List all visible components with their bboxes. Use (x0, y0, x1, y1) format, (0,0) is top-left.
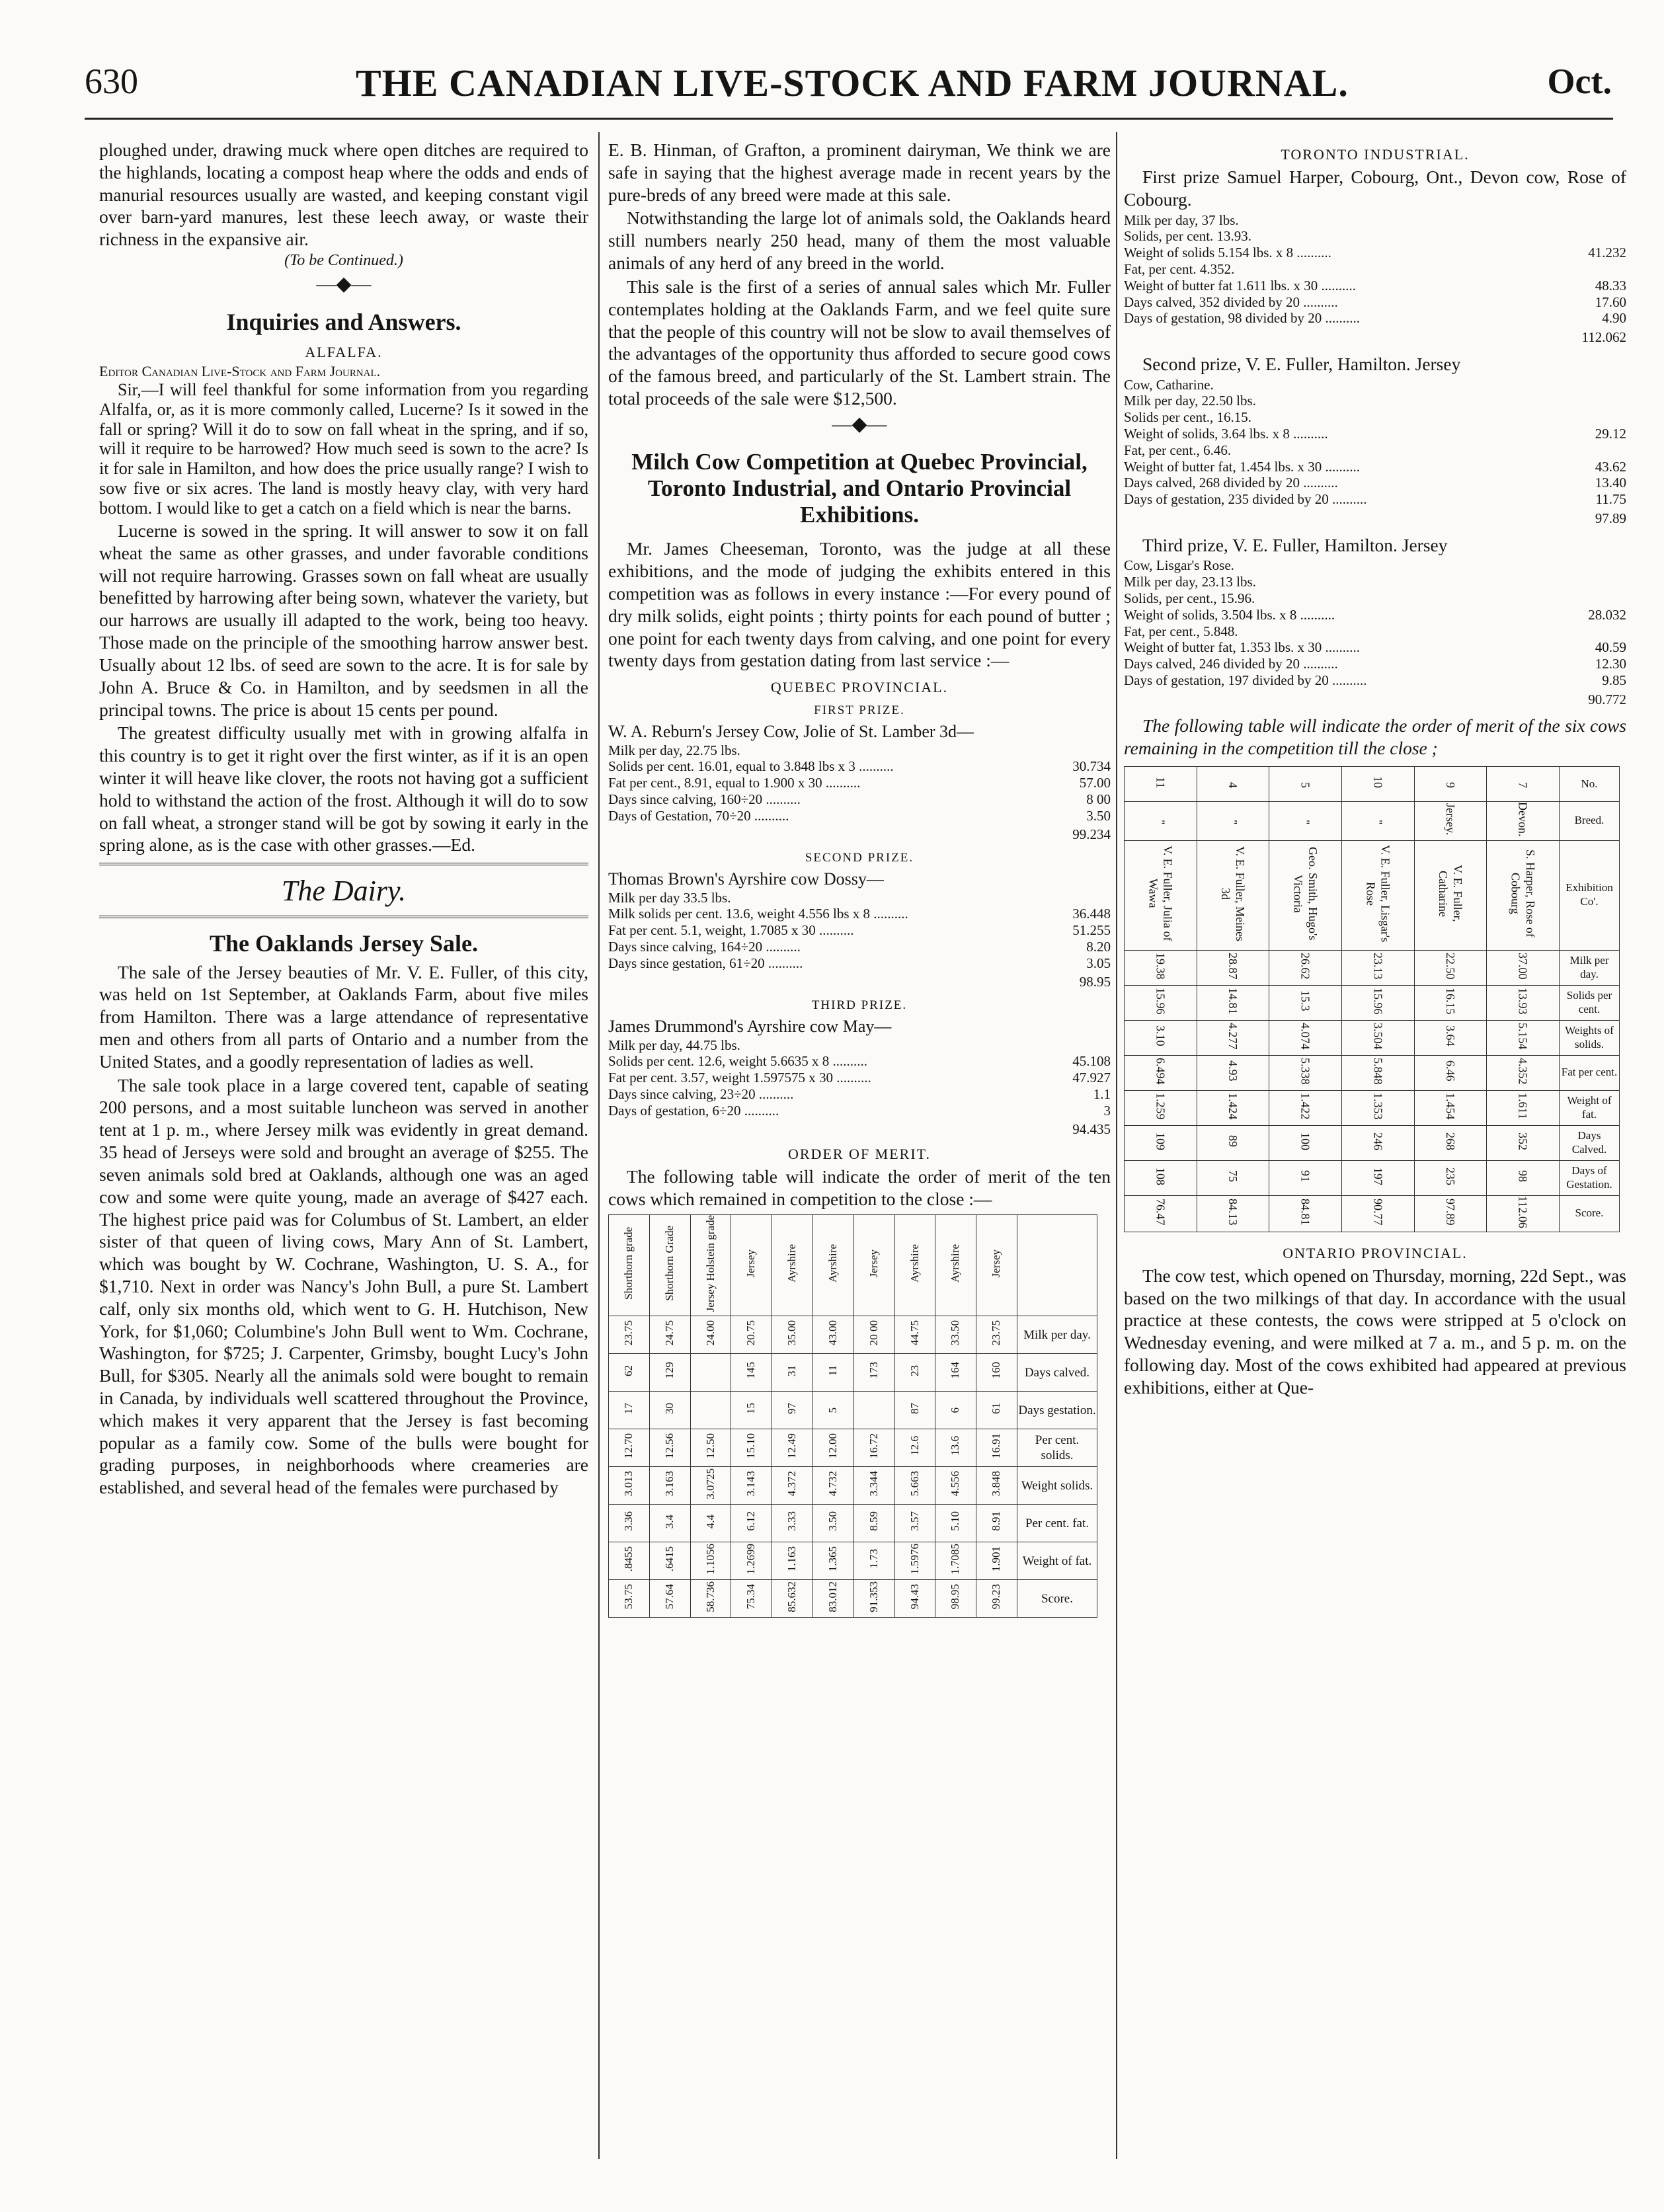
table-cell: 352 (1487, 1125, 1560, 1160)
divider (99, 916, 588, 918)
calc-line: Days calved, 352 divided by 20 .......... 17.60 (1124, 294, 1626, 310)
table-cell: 75 (1197, 1160, 1269, 1195)
calc-line: Days of Gestation, 70÷20 .......... 3.50 (608, 807, 1111, 824)
table-cell: 11 (812, 1354, 853, 1392)
table-cell: 1.1056 (690, 1542, 731, 1580)
column-header: Breed. (1560, 802, 1620, 841)
table-cell: 8.91 (976, 1505, 1017, 1542)
table-cell: 108 (1125, 1160, 1197, 1195)
table-cell: " (1269, 802, 1342, 841)
continued-note: (To be Continued.) (284, 252, 403, 270)
table-cell: 17 (609, 1392, 650, 1429)
table-cell: 5.338 (1269, 1055, 1342, 1090)
table-cell: 94.43 (894, 1580, 935, 1618)
calc-line: Milk per day, 44.75 lbs. (608, 1037, 740, 1053)
column-1 (99, 139, 588, 2166)
table-row (609, 1467, 1097, 1505)
article-paragraph: Notwithstanding the large lot of animals sold, the Oaklands heard still numbers nearly 250 head, many of them the most valuable animals of any herd of any breed in the world. (608, 208, 1111, 274)
table-cell: 3.36 (609, 1505, 650, 1542)
table-cell: 91 (1269, 1160, 1342, 1195)
table-row (1125, 840, 1620, 950)
table-cell: 23.13 (1341, 950, 1414, 985)
table-cell: 1.5976 (894, 1542, 935, 1580)
table-cell: 76.47 (1125, 1195, 1197, 1232)
table-cell: 3.504 (1341, 1020, 1414, 1055)
table-cell: 173 (853, 1354, 894, 1392)
table-cell: .6415 (649, 1542, 690, 1580)
score-calculation (1124, 557, 1626, 688)
column-3 (1124, 139, 1626, 2166)
column-header: Milk per day. (1560, 950, 1620, 985)
table-row (609, 1354, 1097, 1392)
table-cell: 3.163 (649, 1467, 690, 1505)
calc-line: Weight of solids 5.154 lbs. x 8 .......... 41.232 (1124, 245, 1626, 261)
column-divider (598, 132, 600, 2159)
table-cell: 97.89 (1414, 1195, 1487, 1232)
table-cell: S. Harper, Rose of Cobourg (1487, 840, 1560, 950)
table-cell: 12.6 (894, 1429, 935, 1467)
table-row (1125, 767, 1620, 802)
table-cell: 26.62 (1269, 950, 1342, 985)
column-divider (1116, 132, 1117, 2159)
table-cell: 15.10 (731, 1429, 772, 1467)
order-of-merit-table (608, 1214, 1097, 1618)
table-cell: 268 (1414, 1125, 1487, 1160)
table-cell: 16.72 (853, 1429, 894, 1467)
table-cell: " (1341, 802, 1414, 841)
ornament: —◆— (832, 413, 887, 435)
breed-cell: Ayrshire (772, 1214, 813, 1316)
ornament: —◆— (316, 272, 372, 295)
calc-line: Fat, per cent., 5.848. (1124, 623, 1238, 639)
calc-line: Milk per day, 22.75 lbs. (608, 742, 740, 758)
score-total: 99.234 (1072, 826, 1111, 843)
table-cell: 3.50 (812, 1505, 853, 1542)
table-cell (853, 1392, 894, 1429)
table-row (609, 1580, 1097, 1618)
table-cell: 109 (1125, 1125, 1197, 1160)
sub-heading: QUEBEC PROVINCIAL. (770, 679, 949, 696)
table-row (1125, 1090, 1620, 1125)
table-cell (690, 1392, 731, 1429)
table-cell: 3.33 (772, 1505, 813, 1542)
table-cell: 91.353 (853, 1580, 894, 1618)
row-label: Days calved. (1017, 1354, 1097, 1392)
column-header: Solids per cent. (1560, 985, 1620, 1020)
calc-line: Solids, per cent., 15.96. (1124, 590, 1255, 606)
table-cell: V. E. Fuller, Lisgar's Rose (1341, 840, 1414, 950)
table-cell: 61 (976, 1392, 1017, 1429)
table-cell: 197 (1341, 1160, 1414, 1195)
calc-line: Fat per cent. 5.1, weight, 1.7085 x 30 .......... 51.255 (608, 922, 1111, 939)
table-row (1125, 1020, 1620, 1055)
prize-heading: SECOND PRIZE. (805, 851, 914, 865)
row-label: Score. (1017, 1580, 1097, 1618)
table-cell: 19.38 (1125, 950, 1197, 985)
table-cell: 15.3 (1269, 985, 1342, 1020)
table-cell: 24.00 (690, 1316, 731, 1354)
table-cell: 30 (649, 1392, 690, 1429)
table-cell: 160 (976, 1354, 1017, 1392)
calc-line: Cow, Lisgar's Rose. (1124, 557, 1234, 574)
table-cell: 4.732 (812, 1467, 853, 1505)
table-cell: 62 (609, 1354, 650, 1392)
table-cell: 1.901 (976, 1542, 1017, 1580)
table-cell: .8455 (609, 1542, 650, 1580)
table-row (1125, 1160, 1620, 1195)
table-cell: 3.013 (609, 1467, 650, 1505)
table-cell: 28.87 (1197, 950, 1269, 985)
prize-line: First prize Samuel Harper, Cobourg, Ont., Devon cow, Rose of Cobourg. (1124, 167, 1626, 210)
table-cell: 12.49 (772, 1429, 813, 1467)
table-cell: 6.12 (731, 1505, 772, 1542)
table-cell: 4.352 (1487, 1055, 1560, 1090)
score-total: 112.062 (1581, 329, 1626, 346)
calc-line: Solids per cent. 16.01, equal to 3.848 lbs x 3 .......... 30.734 (608, 758, 1111, 775)
row-label: Milk per day. (1017, 1316, 1097, 1354)
score-total: 90.772 (1588, 691, 1626, 707)
table-cell: 4.4 (690, 1505, 731, 1542)
table-cell: 164 (935, 1354, 976, 1392)
table-cell: 5 (1269, 767, 1342, 802)
table-cell: 5.154 (1487, 1020, 1560, 1055)
table-row (609, 1392, 1097, 1429)
answer-paragraph: Lucerne is sowed in the spring. It will answer to sow it on fall wheat the same as other grasses, and under favorable conditions will not require harrowing. Grasses sown on fall wheat are usually benefitted by harrowing after being sown, whatever the variety, but our harrows are usually ill adapted to the work, being too heavy. Those made on the principle of the smoothing harrow answer best. Usually about 12 lbs. of seed are sown to the acre. It is for sale by John A. Bruce & Co. in Hamilton, and by seedsmen in all the principal towns. The price is about 15 cents per pound. (99, 520, 588, 720)
calc-line: Solids per cent. 12.6, weight 5.6635 x 8 .......... 45.108 (608, 1053, 1111, 1070)
table-cell: 1.454 (1414, 1090, 1487, 1125)
table-cell: 4.074 (1269, 1020, 1342, 1055)
table-cell: 90.77 (1341, 1195, 1414, 1232)
table-row (1125, 1195, 1620, 1232)
table-row (609, 1316, 1097, 1354)
breed-cell: Shorthorn Grade (649, 1214, 690, 1316)
calc-line: Fat per cent., 8.91, equal to 1.900 x 30 .......... 57.00 (608, 775, 1111, 791)
table-cell: 6.494 (1125, 1055, 1197, 1090)
table-cell: 31 (772, 1354, 813, 1392)
table-cell: 83.012 (812, 1580, 853, 1618)
column-header: Weights of solids. (1560, 1020, 1620, 1055)
calc-line: Days of gestation, 98 divided by 20 .......... 4.90 (1124, 310, 1626, 327)
table-cell: 14.81 (1197, 985, 1269, 1020)
calc-line: Milk solids per cent. 13.6, weight 4.556 lbs x 8 .......... 36.448 (608, 906, 1111, 922)
table-row (1125, 1125, 1620, 1160)
column-header: Score. (1560, 1195, 1620, 1232)
table-cell: 75.34 (731, 1580, 772, 1618)
table-cell: 84.81 (1269, 1195, 1342, 1232)
article-paragraph: The sale of the Jersey beauties of Mr. V. E. Fuller, of this city, was held on 1st September, at Oaklands Farm, about five miles from Hamilton. There was a large attendance of representative men and others from all parts of Ontario and a number from the United States, and a goodly representation of ladies as well. (99, 961, 588, 1072)
table-cell: 98.95 (935, 1580, 976, 1618)
calc-line: Weight of butter fat 1.611 lbs. x 30 .......... 48.33 (1124, 277, 1626, 294)
table-cell: 12.56 (649, 1429, 690, 1467)
table-cell: 87 (894, 1392, 935, 1429)
table-cell: 1.163 (772, 1542, 813, 1580)
table-row (609, 1429, 1097, 1467)
prize-line: Third prize, V. E. Fuller, Hamilton. Jersey (1142, 534, 1448, 555)
table-cell: 23 (894, 1354, 935, 1392)
breed-cell: Ayrshire (935, 1214, 976, 1316)
page-number: 630 (85, 61, 138, 101)
sub-heading: TORONTO INDUSTRIAL. (1281, 146, 1470, 163)
journal-title: THE CANADIAN LIVE-STOCK AND FARM JOURNAL. (356, 61, 1349, 104)
table-cell: 1.365 (812, 1542, 853, 1580)
breed-cell: Ayrshire (894, 1214, 935, 1316)
calc-line: Milk per day, 23.13 lbs. (1124, 574, 1256, 590)
table-cell: 1.259 (1125, 1090, 1197, 1125)
calc-line: Solids per cent., 16.15. (1124, 409, 1252, 426)
header-rule (85, 118, 1613, 120)
table-cell: 3.0725 (690, 1467, 731, 1505)
calc-line: Weight of solids, 3.504 lbs. x 8 .......... 28.032 (1124, 606, 1626, 623)
prize-cow: Thomas Brown's Ayrshire cow Dossy— (608, 869, 884, 889)
table-cell: 9 (1414, 767, 1487, 802)
table-cell: 10 (1341, 767, 1414, 802)
row-label: Weight solids. (1017, 1467, 1097, 1505)
score-total: 94.435 (1072, 1121, 1111, 1138)
table-cell: 16.91 (976, 1429, 1017, 1467)
calc-line: Weight of butter fat, 1.454 lbs. x 30 .......... 43.62 (1124, 458, 1626, 475)
table-cell: 1.73 (853, 1542, 894, 1580)
table-cell: 37.00 (1487, 950, 1560, 985)
table-cell: 246 (1341, 1125, 1414, 1160)
calc-line: Solids, per cent. 13.93. (1124, 228, 1252, 245)
table-cell: 3.143 (731, 1467, 772, 1505)
table-cell: 98 (1487, 1160, 1560, 1195)
table-cell: Jersey. (1414, 802, 1487, 841)
intro-paragraph: ploughed under, drawing muck where open ditches are required to the highlands, locating a compost heap where the odds and ends of manurial resources usually are wasted, and keeping constant vigil over barn-yard manures, lest these leech away, or waste their richness in the expansive air. (99, 139, 588, 250)
table-cell: Devon. (1487, 802, 1560, 841)
table-cell: 5 (812, 1392, 853, 1429)
row-label: Per cent. solids. (1017, 1429, 1097, 1467)
calc-line: Milk per day, 22.50 lbs. (1124, 393, 1256, 409)
table-cell: 12.70 (609, 1429, 650, 1467)
prize-cow: James Drummond's Ayrshire cow May— (608, 1016, 892, 1036)
table-cell: 1.424 (1197, 1090, 1269, 1125)
page-header (85, 61, 1612, 112)
breed-cell: Ayrshire (812, 1214, 853, 1316)
calc-line: Days of gestation, 197 divided by 20 .......... 9.85 (1124, 672, 1626, 688)
table-cell (690, 1354, 731, 1392)
table-cell: 1.611 (1487, 1090, 1560, 1125)
table-cell: 145 (731, 1354, 772, 1392)
table-cell: 8.59 (853, 1505, 894, 1542)
table-cell: 53.75 (609, 1580, 650, 1618)
article-paragraph: The cow test, which opened on Thursday, morning, 22d Sept., was based on the two milkings of that day. In accordance with the usual practice at these contests, the cows were stripped at 5 o'clock on Wednesday evening, and were milked at 7 a. m., and 5 p. m. on the following day. Most of the cows exhibited had appeared at previous exhibitions, either at Que- (1124, 1265, 1626, 1398)
calc-line: Cow, Catharine. (1124, 376, 1214, 393)
table-cell: 57.64 (649, 1580, 690, 1618)
article-paragraph: The sale took place in a large covered tent, capable of seating 200 persons, and a most suitable luncheon was served in another tent at 1 p. m., where Jersey milk was evidently in great demand. 35 head of Jerseys were sold and brought an average of $255. The seven animals sold bred at Oaklands, although one was an aged cow and some were quite young, made an average of $427 each. The highest price paid was for Columbus of St. Lambert, an elder sister of that queen of living cows, Mary Ann of St. Lambert, which was bought by W. Cochrane, Washington, U. S. A., for $1,710. Next in order was Nancy's John Bull, a pure St. Lambert calf, only six months old, which went to G. H. Hutchison, New York, for $1,060; Columbine's John Bull went to Wm. Cochrane, Washington, for $725; J. Carpenter, Grimsby, bought Lucy's John Bull, for $305. Nearly all the animals sold were bought to remain in Canada, by individuals well scattered throughout the Province, which makes it very apparent that the Jersey is fast becoming popular as a family cow. Some of the bulls were bought for grading purposes, in neighborhoods where creameries are established, and several head of the females were purchased by (99, 1074, 588, 1498)
row-label: Per cent. fat. (1017, 1505, 1097, 1542)
table-cell: 43.00 (812, 1316, 853, 1354)
calc-line: Days since gestation, 61÷20 .......... 3.05 (608, 955, 1111, 971)
table-cell: 12.00 (812, 1429, 853, 1467)
calc-line: Days since calving, 164÷20 .......... 8.20 (608, 938, 1111, 955)
table-cell: 84.13 (1197, 1195, 1269, 1232)
prize-cow: W. A. Reburn's Jersey Cow, Jolie of St. Lamber 3d— (608, 721, 974, 741)
table-cell: 23.75 (976, 1316, 1017, 1354)
prize-heading: THIRD PRIZE. (811, 998, 908, 1013)
answer-paragraph: The greatest difficulty usually met with in growing alfalfa in this country is to get it right over the first winter, as if it is an open winter it will heave like clover, the roots not having got a sufficient hold to withstand the action of the frost. Although it will do to sow on fall wheat, a stronger stand will be got by sowing it early in the spring alone, as is the case with other grasses.—Ed. (99, 723, 588, 855)
table-cell: Geo. Smith, Hugo's Victoria (1269, 840, 1342, 950)
table-cell: 99.23 (976, 1580, 1017, 1618)
table-cell: 97 (772, 1392, 813, 1429)
table-cell: 4.372 (772, 1467, 813, 1505)
breed-cell: Shorthorn grade (609, 1214, 650, 1316)
column-header: Exhibition Co'. (1560, 840, 1620, 950)
table-cell: 1.353 (1341, 1090, 1414, 1125)
calc-line: Weight of butter fat, 1.353 lbs. x 30 .......... 40.59 (1124, 639, 1626, 656)
score-calculation (608, 890, 1111, 972)
table-cell: 15 (731, 1392, 772, 1429)
table-cell: 24.75 (649, 1316, 690, 1354)
table-row (1125, 950, 1620, 985)
table-cell: 44.75 (894, 1316, 935, 1354)
calc-line: Days since calving, 23÷20 .......... 1.1 (608, 1086, 1111, 1102)
score-calculation (1124, 377, 1626, 508)
table-cell: 13.6 (935, 1429, 976, 1467)
score-calculation (1124, 212, 1626, 327)
calc-line: Milk per day, 37 lbs. (1124, 212, 1239, 228)
table-cell: 3.64 (1414, 1020, 1487, 1055)
calc-line: Days of gestation, 235 divided by 20 .......... 11.75 (1124, 491, 1626, 508)
table-cell: 5.663 (894, 1467, 935, 1505)
table-cell: " (1125, 802, 1197, 841)
table-cell: " (1197, 802, 1269, 841)
table-cell: 129 (649, 1354, 690, 1392)
breed-cell: Jersey (976, 1214, 1017, 1316)
table-cell: 3.848 (976, 1467, 1017, 1505)
table-cell: 1.422 (1269, 1090, 1342, 1125)
calc-line: Days of gestation, 6÷20 .......... 3 (608, 1102, 1111, 1119)
table-cell: 5.848 (1341, 1055, 1414, 1090)
table-cell: 3.10 (1125, 1020, 1197, 1055)
table-cell: 235 (1414, 1160, 1487, 1195)
table-cell: 20 00 (853, 1316, 894, 1354)
table-cell: 4.93 (1197, 1055, 1269, 1090)
table-cell: 1.7085 (935, 1542, 976, 1580)
table-cell: 7 (1487, 767, 1560, 802)
table-cell: 4.277 (1197, 1020, 1269, 1055)
table-cell: 35.00 (772, 1316, 813, 1354)
table-cell: 85.632 (772, 1580, 813, 1618)
table-cell: V. E. Fuller, Julia of Wawa (1125, 840, 1197, 950)
article-paragraph: The following table will indicate the order of merit of the ten cows which remained in competition to the close :— (608, 1166, 1111, 1210)
calc-line: Fat, per cent. 4.352. (1124, 260, 1235, 277)
table-cell: V. E. Fuller, Meines 3d (1197, 840, 1269, 950)
table-cell: 20.75 (731, 1316, 772, 1354)
breed-cell: Jersey (853, 1214, 894, 1316)
table-cell: 16.15 (1414, 985, 1487, 1020)
table-row (1125, 1055, 1620, 1090)
calc-line: Days calved, 246 divided by 20 .......... 12.30 (1124, 656, 1626, 672)
table-cell: 1.2699 (731, 1542, 772, 1580)
row-label: Weight of fat. (1017, 1542, 1097, 1580)
divider (99, 863, 588, 865)
toronto-merit-table (1124, 766, 1620, 1232)
sub-heading: ONTARIO PROVINCIAL. (1283, 1244, 1468, 1261)
article-paragraph: The following table will indicate the order of merit of the six cows remaining in the competition till the close ; (1124, 715, 1626, 759)
score-calculation (608, 1037, 1111, 1119)
row-label: Days gestation. (1017, 1392, 1097, 1429)
table-cell: 3.4 (649, 1505, 690, 1542)
column-2 (608, 139, 1111, 2166)
letter-paragraph: Sir,—I will feel thankful for some information from you regarding Alfalfa, or, as it is more commonly called, Lucerne? Is it sowed in the fall or spring? Will it do to sow on fall wheat in the spring, and if so, will it require to be harrowed? How much seed is sown to the acre? Is it for sale in Hamilton, and how does the price usually range? I wish to sow five or six acres. The land is mostly heavy clay, with very hard bottom. I would like to get a catch on a field which is near the barns. (99, 379, 588, 518)
table-cell: 5.10 (935, 1505, 976, 1542)
calc-line: Milk per day 33.5 lbs. (608, 889, 731, 906)
article-paragraph: This sale is the first of a series of annual sales which Mr. Fuller contemplates holding at the Oaklands Farm, and we feel quite sure that the people of this country will not be slow to avail themselves of the advantages of the opportunity thus afforded to secure good cows of the famous breed, and particularly of the St. Lambert strain. The total proceeds of the sale were $12,500. (608, 276, 1111, 409)
table-cell: 22.50 (1414, 950, 1487, 985)
prize-line: Second prize, V. E. Fuller, Hamilton. Jersey (1142, 353, 1461, 374)
column-header: Weight of fat. (1560, 1090, 1620, 1125)
table-cell: 89 (1197, 1125, 1269, 1160)
score-total: 97.89 (1595, 510, 1626, 526)
breed-cell: Jersey Holstein grade (690, 1214, 731, 1316)
editor-line: Editor Canadian Live-Stock and Farm Journal. (99, 363, 381, 380)
table-row (1125, 985, 1620, 1020)
table-cell: V. E. Fuller, Catharine (1414, 840, 1487, 950)
article-paragraph: Mr. James Cheeseman, Toronto, was the judge at all these exhibitions, and the mode of judging the exhibits entered in this competition was as follows in every instance :—For every pound of dry milk solids, eight points ; thirty points for each pound of butter ; one point for each twenty days from calving, and one point for every twenty days from gestation dating from last service :— (608, 538, 1111, 671)
prize-heading: FIRST PRIZE. (814, 703, 905, 718)
article-paragraph: E. B. Hinman, of Grafton, a prominent dairyman, We think we are safe in saying that the highest average made in recent years by the pure-breds of any breed were made at this sale. (608, 139, 1111, 205)
table-row (609, 1505, 1097, 1542)
table-row (609, 1542, 1097, 1580)
column-header: Fat per cent. (1560, 1055, 1620, 1090)
table-row (1125, 802, 1620, 841)
table-cell: 6 (935, 1392, 976, 1429)
table-cell: 4 (1197, 767, 1269, 802)
sub-heading: ORDER OF MERIT. (788, 1146, 931, 1163)
score-total: 98.95 (1079, 974, 1111, 990)
section-heading: Inquiries and Answers. (226, 308, 461, 335)
table-cell: 112.06 (1487, 1195, 1560, 1232)
sub-heading: ALFALFA. (305, 344, 383, 361)
table-cell: 15.96 (1341, 985, 1414, 1020)
calc-line: Days since calving, 160÷20 .......... 8 00 (608, 791, 1111, 807)
article-heading: The Oaklands Jersey Sale. (209, 930, 479, 957)
table-cell: 4.556 (935, 1467, 976, 1505)
score-calculation (608, 742, 1111, 824)
section-title: The Dairy. (281, 875, 407, 908)
table-cell: 3.57 (894, 1505, 935, 1542)
column-header: Days Calved. (1560, 1125, 1620, 1160)
table-cell: 3.344 (853, 1467, 894, 1505)
table-cell: 12.50 (690, 1429, 731, 1467)
calc-line: Days calved, 268 divided by 20 .......... 13.40 (1124, 475, 1626, 491)
article-heading: Milch Cow Competition at Quebec Provincial, Toronto Industrial, and Ontario Provincial Exhibitions. (631, 448, 1088, 528)
table-cell: 58.736 (690, 1580, 731, 1618)
table-cell: 100 (1269, 1125, 1342, 1160)
table-cell: 23.75 (609, 1316, 650, 1354)
breed-cell: Jersey (731, 1214, 772, 1316)
calc-line: Fat, per cent., 6.46. (1124, 442, 1232, 458)
table-cell: 13.93 (1487, 985, 1560, 1020)
column-header: No. (1560, 767, 1620, 802)
calc-line: Fat per cent. 3.57, weight 1.597575 x 30 .......... 47.927 (608, 1070, 1111, 1086)
table-cell: 15.96 (1125, 985, 1197, 1020)
table-cell: 11 (1125, 767, 1197, 802)
issue-month: Oct. (1547, 61, 1612, 101)
table-cell: 6.46 (1414, 1055, 1487, 1090)
calc-line: Weight of solids, 3.64 lbs. x 8 .......... 29.12 (1124, 425, 1626, 442)
column-header: Days of Gestation. (1560, 1160, 1620, 1195)
table-cell: 33.50 (935, 1316, 976, 1354)
